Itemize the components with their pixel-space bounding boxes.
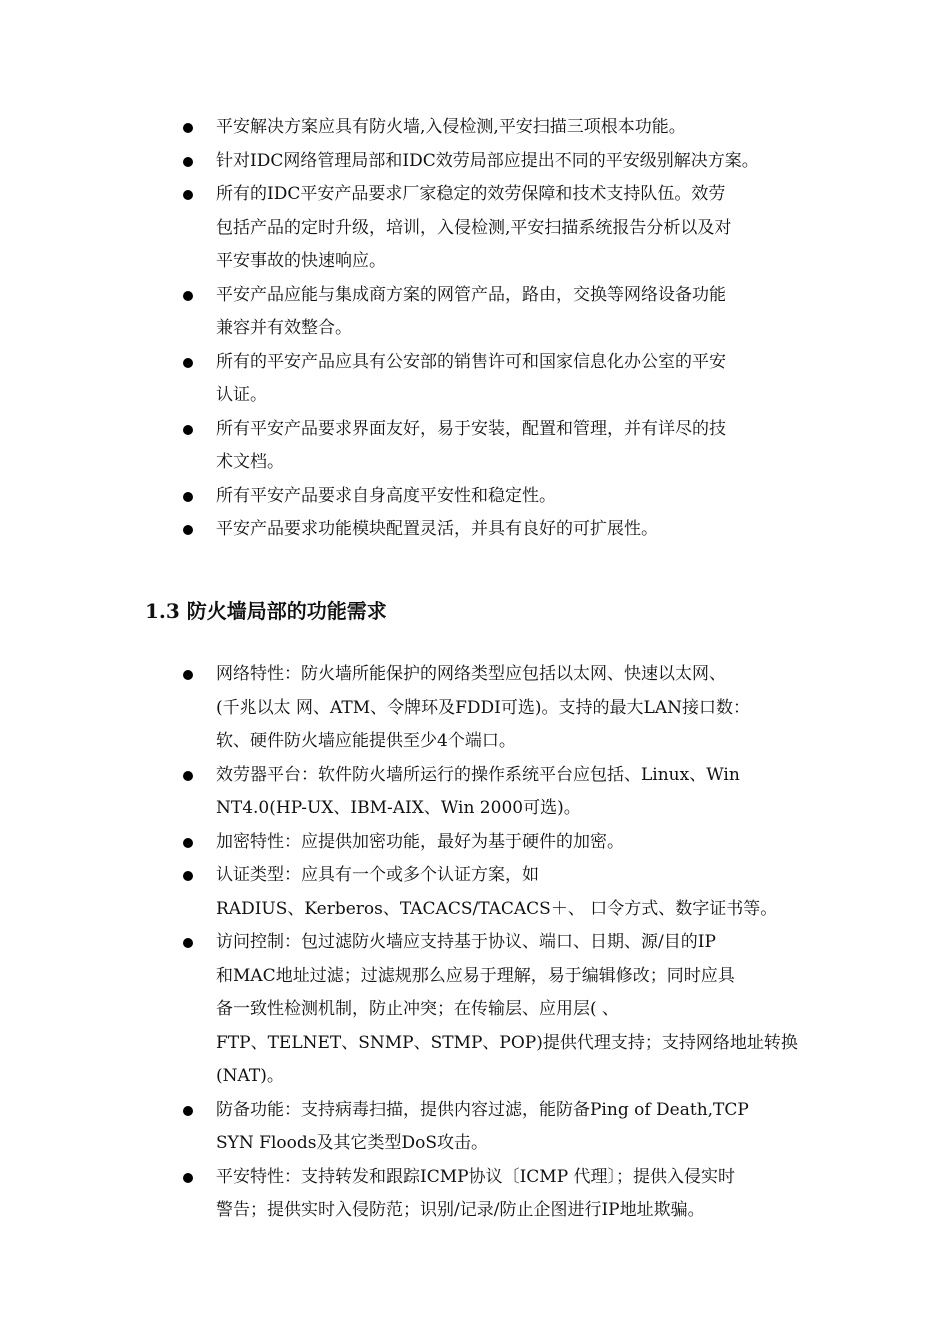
list-item-line: 所有的平安产品应具有公安部的销售许可和国家信息化办公室的平安 — [216, 351, 726, 372]
list-item-line: 所有平安产品要求界面友好，易于安装，配置和管理，并有详尽的技 — [216, 418, 726, 439]
list-item — [0, 826, 816, 860]
bullet-icon — [183, 771, 193, 781]
firewall-requirements-list — [0, 658, 950, 1228]
list-item-line: 加密特性：应提供加密功能，最好为基于硬件的加密。 — [216, 831, 624, 852]
list-item-line: 警告；提供实时入侵防范；识别/记录/防止企图进行IP地址欺骗。 — [216, 1200, 705, 1220]
list-item — [0, 859, 816, 926]
list-item-line: 平安事故的快速响应。 — [216, 251, 386, 271]
list-item-line: 认证类型：应具有一个或多个认证方案，如 — [216, 865, 539, 885]
bullet-icon — [183, 358, 193, 368]
list-item — [0, 1094, 816, 1161]
bullet-icon — [183, 838, 193, 848]
list-item-line: 平安产品应能与集成商方案的网管产品，路由，交换等网络设备功能 — [216, 284, 726, 305]
list-item-line: (NAT)。 — [216, 1066, 284, 1086]
bullet-icon — [183, 525, 193, 535]
bullet-icon — [183, 492, 193, 502]
list-item-line: 平安解决方案应具有防火墙,入侵检测,平安扫描三项根本功能。 — [216, 117, 686, 137]
bullet-icon — [183, 190, 193, 200]
list-item-line: 针对IDC网络管理局部和IDC效劳局部应提出不同的平安级别解决方案。 — [216, 150, 759, 171]
requirements-list — [0, 111, 950, 547]
list-item — [0, 111, 816, 145]
list-item-line: 所有的IDC平安产品要求厂家稳定的效劳保障和技术支持队伍。效劳 — [216, 184, 726, 204]
list-item-line: NT4.0(HP-UX、IBM-AIX、Win 2000可选)。 — [216, 798, 581, 818]
list-item-line: (千兆以太 网、ATM、令牌环及FDDI可选)。支持的最大LAN接口数： — [216, 697, 750, 718]
bullet-icon — [183, 291, 193, 301]
list-item — [0, 926, 816, 1094]
list-item — [0, 413, 816, 480]
list-item — [0, 513, 816, 547]
bullet-icon — [183, 123, 193, 133]
list-item-line: 平安特性：支持转发和跟踪ICMP协议〔ICMP 代理〕；提供入侵实时 — [216, 1166, 736, 1187]
list-item-line: FTP、TELNET、SNMP、STMP、POP)提供代理支持；支持网络地址转换 — [216, 1032, 798, 1053]
list-item-line: 访问控制：包过滤防火墙应支持基于协议、端口、日期、源/目的IP — [216, 932, 716, 952]
bullet-icon — [183, 670, 193, 680]
list-item-line: 包括产品的定时升级，培训，入侵检测,平安扫描系统报告分析以及对 — [216, 217, 732, 238]
list-item — [0, 346, 816, 413]
list-item-line: 兼容并有效整合。 — [216, 318, 352, 338]
list-item — [0, 145, 816, 179]
list-item — [0, 759, 816, 826]
list-item-line: 效劳器平台：软件防火墙所运行的操作系统平台应包括、Linux、Win — [216, 764, 740, 785]
section-heading: 1.3 防火墙局部的功能需求 — [145, 599, 387, 623]
list-item — [0, 658, 816, 759]
list-item-line: 网络特性：防火墙所能保护的网络类型应包括以太网、快速以太网、 — [216, 664, 726, 684]
list-item-line: 平安产品要求功能模块配置灵活，并具有良好的可扩展性。 — [216, 519, 658, 539]
list-item-line: 备一致性检测机制，防止冲突；在传输层、应用层( 、 — [216, 999, 620, 1019]
list-item-line: 和MAC地址过滤；过滤规那么应易于理解，易于编辑修改；同时应具 — [216, 965, 735, 986]
bullet-icon — [183, 1173, 193, 1183]
list-item — [0, 178, 816, 279]
list-item-line: 认证。 — [216, 385, 267, 405]
list-item-line: 所有平安产品要求自身高度平安性和稳定性。 — [216, 485, 556, 506]
list-item-line: SYN Floods及其它类型DoS攻击。 — [216, 1133, 488, 1153]
bullet-icon — [183, 871, 193, 881]
bullet-icon — [183, 938, 193, 948]
list-item — [0, 480, 816, 514]
bullet-icon — [183, 157, 193, 167]
bullet-icon — [183, 425, 193, 435]
list-item-line: RADIUS、Kerberos、TACACS/TACACS＋、 口令方式、数字证书等。 — [216, 898, 778, 919]
list-item-line: 防备功能：支持病毒扫描，提供内容过滤，能防备Ping of Death,TCP — [216, 1099, 749, 1120]
list-item-line: 术文档。 — [216, 452, 284, 472]
list-item — [0, 279, 816, 346]
list-item-line: 软、硬件防火墙应能提供至少4个端口。 — [216, 731, 516, 751]
bullet-icon — [183, 1106, 193, 1116]
list-item — [0, 1161, 816, 1228]
